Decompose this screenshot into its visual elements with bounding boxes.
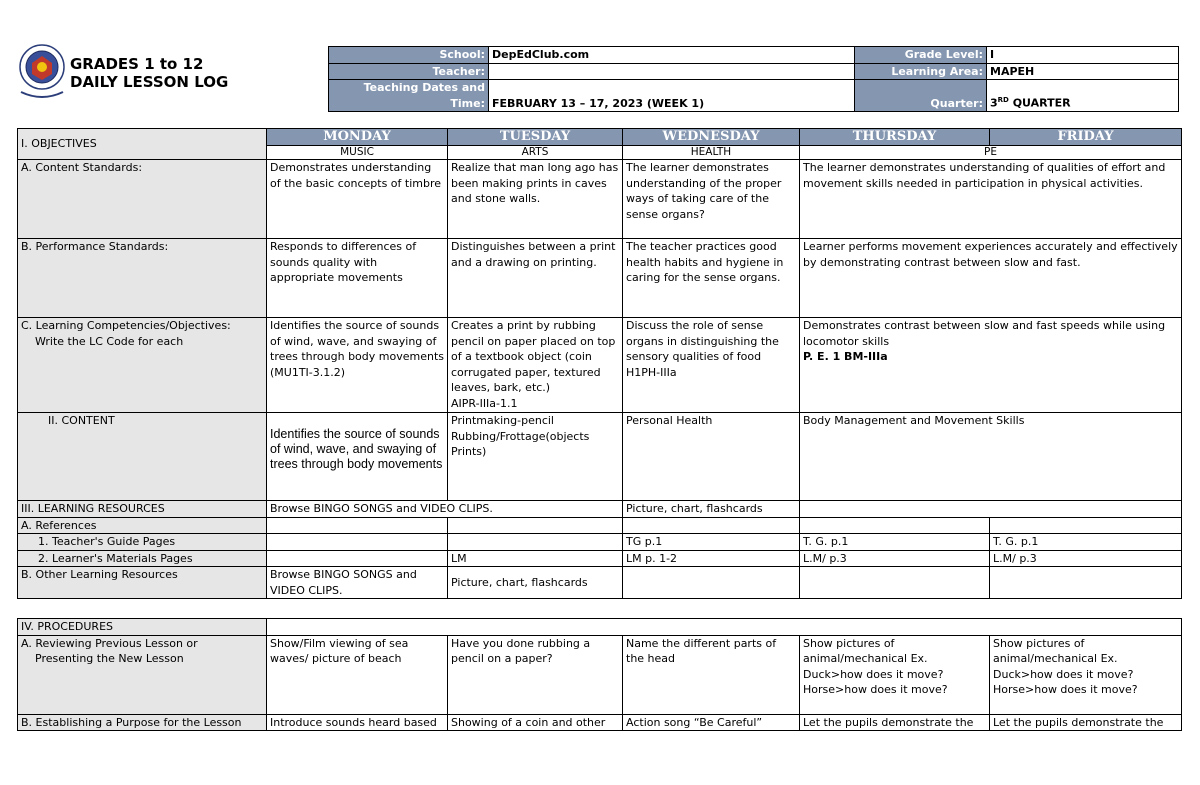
reviewing-lesson-label-line1: A. Reviewing Previous Lesson or	[21, 636, 198, 650]
lm-tuesday: LM	[448, 550, 623, 567]
grade-value: I	[987, 47, 1179, 64]
references-label: A. References	[18, 517, 267, 534]
quarter-text: QUARTER	[1008, 96, 1071, 110]
purpose-thursday: Let the pupils demonstrate the	[800, 714, 990, 731]
review-thursday: Show pictures of animal/mechanical Ex. Duck>how does it move? Horse>how does it move?	[800, 635, 990, 714]
quarter-value	[987, 80, 1179, 112]
reviewing-lesson-label-line2: Presenting the New Lesson	[35, 652, 184, 665]
lm-wednesday: LM p. 1-2	[623, 550, 800, 567]
performance-standards-tuesday: Distinguishes between a print and a drawing on printing.	[448, 239, 623, 318]
tg-friday: T. G. p.1	[990, 534, 1182, 551]
purpose-wednesday: Action song “Be Careful”	[623, 714, 800, 731]
subject-tuesday: ARTS	[448, 146, 623, 160]
teacher-label: Teacher:	[329, 63, 489, 80]
subject-wednesday: HEALTH	[623, 146, 800, 160]
references-thursday	[800, 517, 990, 534]
content-standards-label: A. Content Standards:	[18, 160, 267, 239]
performance-standards-pe: Learner performs movement experiences accurately and effectively by demonstrating contrast between slow and fast.	[800, 239, 1182, 318]
title-line-1: GRADES 1 to 12	[70, 55, 204, 73]
purpose-friday: Let the pupils demonstrate the	[990, 714, 1182, 731]
content-monday: Identifies the source of sounds of wind, wave, and swaying of trees through body movements	[267, 413, 448, 501]
content-standards-pe: The learner demonstrates understanding of qualities of effort and movement skills needed in participation in physical activities.	[800, 160, 1182, 239]
learning-resources-label: III. LEARNING RESOURCES	[18, 501, 267, 518]
competencies-label-line2: Write the LC Code for each	[35, 334, 184, 348]
performance-standards-wednesday: The teacher practices good health habits and hygiene in caring for the sense organs.	[623, 239, 800, 318]
dates-value: FEBRUARY 13 – 17, 2023 (WEEK 1)	[489, 80, 855, 112]
competency-pe-text: Demonstrates contrast between slow and fast speeds while using locomotor skills	[803, 319, 1166, 348]
lm-thursday: L.M/ p.3	[800, 550, 990, 567]
header-info-table	[328, 46, 1179, 112]
other-tuesday: Picture, chart, flashcards	[448, 567, 623, 599]
day-tuesday: TUESDAY	[448, 129, 623, 146]
resources-wednesday: Picture, chart, flashcards	[623, 501, 800, 518]
competency-pe-code: P. E. 1 BM-IIIa	[803, 350, 888, 363]
resources-mon-tue: Browse BINGO SONGS and VIDEO CLIPS.	[267, 501, 623, 518]
references-friday	[990, 517, 1182, 534]
competency-tuesday	[448, 318, 623, 413]
grade-label: Grade Level:	[855, 47, 987, 64]
quarter-suffix: RD	[997, 95, 1009, 104]
purpose-tuesday: Showing of a coin and other	[448, 714, 623, 731]
establishing-purpose-label: B. Establishing a Purpose for the Lesson	[18, 714, 267, 731]
content-pe: Body Management and Movement Skills	[800, 413, 1182, 501]
teachers-guide-label: 1. Teacher's Guide Pages	[18, 534, 267, 551]
resources-thu-fri	[800, 501, 1182, 518]
school-value: DepEdClub.com	[489, 47, 855, 64]
other-thursday	[800, 567, 990, 599]
day-wednesday: WEDNESDAY	[623, 129, 800, 146]
competency-pe	[800, 318, 1182, 413]
learners-materials-label: 2. Learner's Materials Pages	[18, 550, 267, 567]
competencies-label	[18, 318, 267, 413]
other-wednesday	[623, 567, 800, 599]
review-monday: Show/Film viewing of sea waves/ picture of beach	[267, 635, 448, 714]
quarter-number: 3	[990, 96, 998, 110]
other-resources-label: B. Other Learning Resources	[18, 567, 267, 599]
lm-friday: L.M/ p.3	[990, 550, 1182, 567]
reviewing-lesson-label	[18, 635, 267, 714]
other-friday	[990, 567, 1182, 599]
lesson-log-table	[17, 128, 1182, 599]
quarter-label: Quarter:	[855, 80, 987, 112]
day-thursday: THURSDAY	[800, 129, 990, 146]
references-monday	[267, 517, 448, 534]
day-friday: FRIDAY	[990, 129, 1182, 146]
subject-pe: PE	[800, 146, 1182, 160]
content-standards-tuesday: Realize that man long ago has been making prints in caves and stone walls.	[448, 160, 623, 239]
tg-thursday: T. G. p.1	[800, 534, 990, 551]
competencies-label-line1: C. Learning Competencies/Objectives:	[21, 319, 231, 332]
teacher-value	[489, 63, 855, 80]
school-label: School:	[329, 47, 489, 64]
content-label: II. CONTENT	[18, 413, 267, 501]
tg-monday	[267, 534, 448, 551]
review-friday: Show pictures of animal/mechanical Ex. Duck>how does it move? Horse>how does it move?	[990, 635, 1182, 714]
tg-wednesday: TG p.1	[623, 534, 800, 551]
objectives-label: I. OBJECTIVES	[18, 129, 267, 160]
competency-wednesday-text: Discuss the role of sense organs in distinguishing the sensory qualities of food	[626, 319, 779, 363]
dates-label-line2: Time:	[450, 96, 485, 110]
dates-label	[329, 80, 489, 112]
performance-standards-label: B. Performance Standards:	[18, 239, 267, 318]
area-value: MAPEH	[987, 63, 1179, 80]
competency-monday: Identifies the source of sounds of wind, wave, and swaying of trees through body movements (MU1TI-3.1.2)	[267, 318, 448, 413]
review-wednesday: Name the different parts of the head	[623, 635, 800, 714]
references-tuesday	[448, 517, 623, 534]
competency-tuesday-text: Creates a print by rubbing pencil on paper placed on top of a textbook object (coin corrugated paper, textured leaves, bark, etc.)	[451, 319, 616, 394]
review-tuesday: Have you done rubbing a pencil on a paper?	[448, 635, 623, 714]
content-standards-wednesday: The learner demonstrates understanding of the proper ways of taking care of the sense organs?	[623, 160, 800, 239]
references-wednesday	[623, 517, 800, 534]
dates-label-line1: Teaching Dates and	[363, 81, 485, 94]
purpose-monday: Introduce sounds heard based	[267, 714, 448, 731]
day-monday: MONDAY	[267, 129, 448, 146]
title-line-2: DAILY LESSON LOG	[70, 73, 229, 91]
procedures-table	[17, 618, 1182, 731]
other-monday: Browse BINGO SONGS and VIDEO CLIPS.	[267, 567, 448, 599]
competency-wednesday-code: H1PH-IIIa	[626, 365, 677, 379]
content-standards-monday: Demonstrates understanding of the basic concepts of timbre	[267, 160, 448, 239]
lm-monday	[267, 550, 448, 567]
competency-tuesday-code: AIPR-IIIa-1.1	[451, 396, 518, 410]
tg-tuesday	[448, 534, 623, 551]
content-tuesday: Printmaking-pencil Rubbing/Frottage(objects Prints)	[448, 413, 623, 501]
performance-standards-monday: Responds to differences of sounds quality with appropriate movements	[267, 239, 448, 318]
deped-seal-logo	[19, 44, 65, 106]
area-label: Learning Area:	[855, 63, 987, 80]
subject-monday: MUSIC	[267, 146, 448, 160]
procedures-label: IV. PROCEDURES	[18, 619, 267, 636]
content-wednesday: Personal Health	[623, 413, 800, 501]
competency-wednesday	[623, 318, 800, 413]
procedures-header-blank	[267, 619, 1182, 636]
